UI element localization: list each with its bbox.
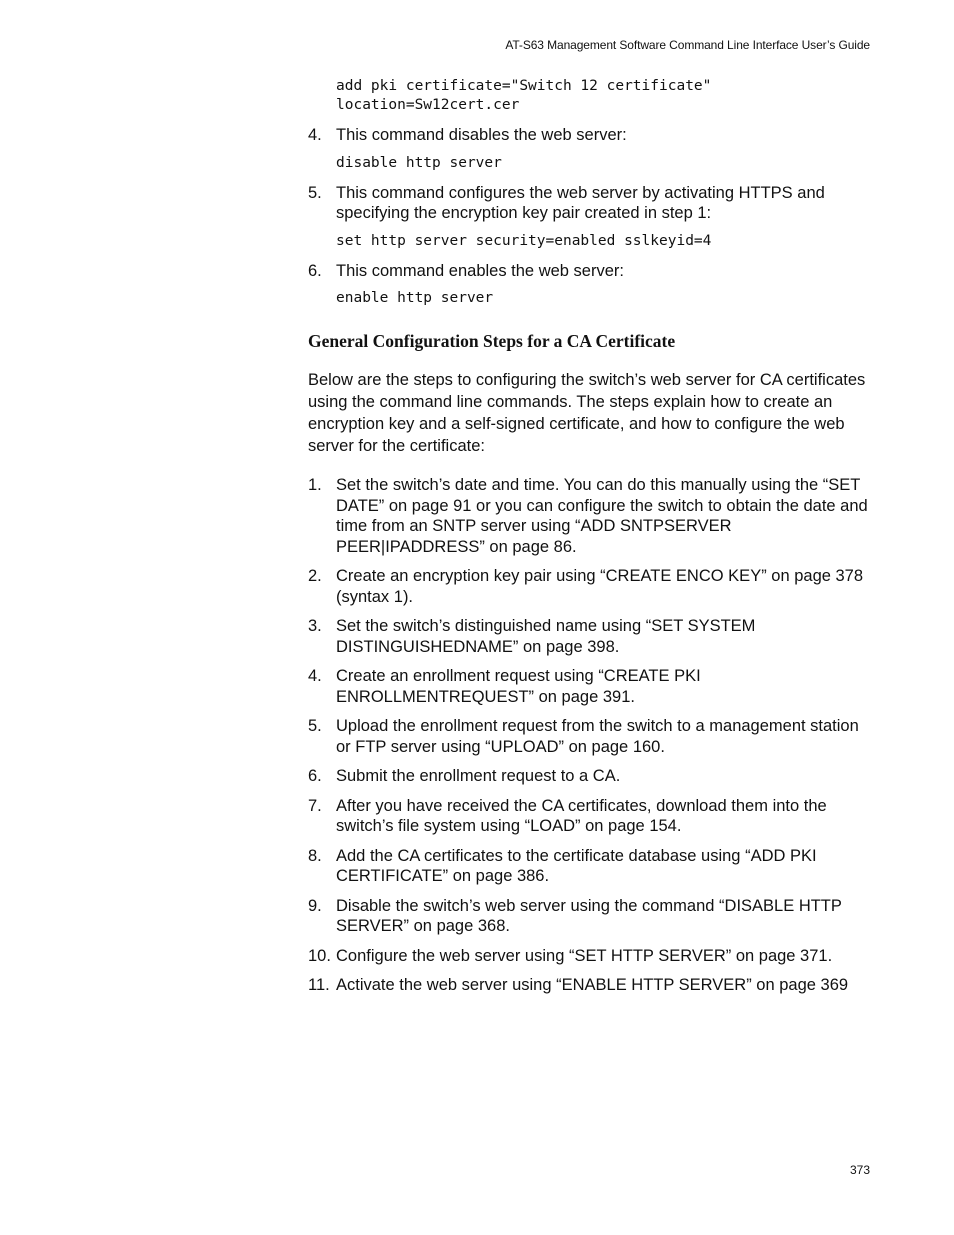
- code-line: disable http server: [336, 154, 502, 171]
- step-text: Create an enrollment request using “CREATE PKI ENROLLMENTREQUEST” on page 391.: [336, 667, 701, 706]
- step-number: 4.: [308, 667, 322, 685]
- section-heading: General Configuration Steps for a CA Certificate: [308, 331, 676, 351]
- step-text: This command enables the web server:: [336, 261, 624, 280]
- list-item: [308, 896, 874, 937]
- list-item: [308, 666, 874, 707]
- code-line: set http server security=enabled sslkeyid=4: [336, 232, 712, 249]
- code-line: location=Sw12cert.cer: [336, 97, 520, 113]
- step-text: Configure the web server using “SET HTTP SERVER” on page 371.: [336, 946, 833, 965]
- step-text: Set the switch’s date and time. You can do this manually using the “SET DATE” on page 91 or you can configure the switch to obtain the date and time from an SNTP server using “ADD SNTPSERVER PEER|IPADDRESS” on page 86.: [336, 476, 868, 556]
- list-item: [308, 475, 874, 557]
- step-number: 4.: [308, 126, 322, 144]
- step-text: Submit the enrollment request to a CA.: [336, 767, 621, 785]
- step-number: 6.: [308, 261, 322, 280]
- step-number: 11.: [308, 976, 330, 994]
- step-number: 9.: [308, 896, 322, 915]
- list-item: [308, 616, 874, 657]
- step-text: Activate the web server using “ENABLE HTTP SERVER” on page 369: [336, 976, 849, 994]
- step-number: 8.: [308, 846, 322, 865]
- step-text: This command configures the web server by activating HTTPS and specifying the encryption key pair created in step 1:: [336, 183, 825, 222]
- list-item: [308, 796, 874, 837]
- page-number: 373: [849, 1163, 870, 1177]
- step-text: This command disables the web server:: [336, 126, 627, 144]
- intro-paragraph: Below are the steps to configuring the switch’s web server for CA certificates using the command line commands. The steps explain how to create an encryption key and a self-signed certificate, and how to configure the web server for the certificate:: [308, 371, 866, 455]
- step-text: Add the CA certificates to the certificate database using “ADD PKI CERTIFICATE” on page 386.: [336, 846, 817, 885]
- steps-list: [308, 475, 874, 996]
- step-text: After you have received the CA certificates, download them into the switch’s file system using “LOAD” on page 154.: [336, 796, 827, 835]
- step-number: 5.: [308, 717, 322, 735]
- step-number: 6.: [308, 767, 322, 785]
- step-text: Set the switch’s distinguished name using “SET SYSTEM DISTINGUISHEDNAME” on page 398.: [336, 617, 756, 656]
- list-item: [308, 846, 874, 887]
- list-item: [308, 261, 874, 282]
- step-number: 5.: [308, 183, 322, 202]
- step-text: Create an encryption key pair using “CREATE ENCO KEY” on page 378 (syntax 1).: [336, 567, 864, 606]
- step-text: Disable the switch’s web server using the command “DISABLE HTTP SERVER” on page 368.: [336, 896, 842, 935]
- page-content: [308, 77, 874, 996]
- code-line: add pki certificate="Switch 12 certificate": [336, 78, 712, 94]
- step-number: 7.: [308, 796, 322, 815]
- step-number: 10.: [308, 946, 331, 965]
- step-text: Upload the enrollment request from the switch to a management station or FTP server using “UPLOAD” on page 160.: [336, 717, 859, 756]
- list-item: [308, 183, 874, 224]
- list-item: [308, 716, 874, 757]
- list-item: [308, 946, 874, 967]
- running-header: AT-S63 Management Software Command Line Interface User’s Guide: [505, 38, 870, 52]
- list-item: [308, 975, 874, 996]
- code-line: enable http server: [336, 290, 494, 306]
- list-item: [308, 766, 874, 787]
- step-number: 1.: [308, 476, 322, 494]
- list-item: [308, 566, 874, 607]
- step-number: 3.: [308, 617, 322, 635]
- list-item: [308, 125, 874, 146]
- step-number: 2.: [308, 567, 322, 585]
